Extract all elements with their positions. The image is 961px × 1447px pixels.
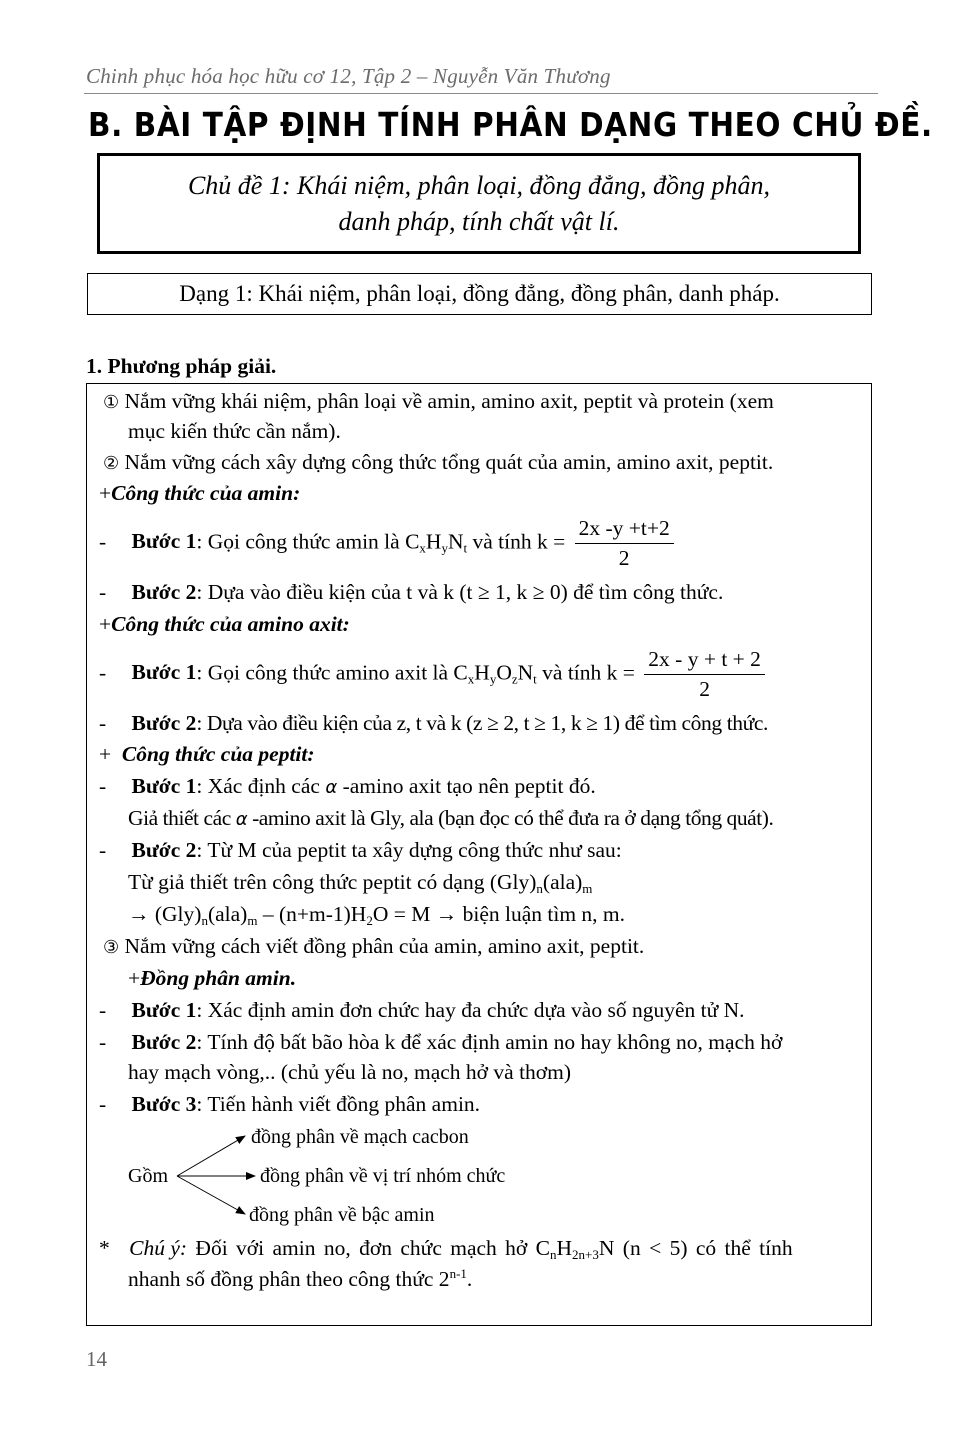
peptide-step-2-line-2: Từ giả thiết trên công thức peptit có dạng $(Gly)_n(ala)_m$ xyxy=(128,870,593,896)
page-number: 14 xyxy=(86,1347,107,1371)
k-fraction: $\frac{2x - y + t + 2}{2}$ xyxy=(644,646,765,703)
method-heading: 1. Phương pháp giải. xyxy=(86,354,277,378)
peptide-formula-heading: + Công thức của peptit: xyxy=(99,742,315,766)
item-1 xyxy=(103,387,774,417)
circled-two-icon: ② xyxy=(103,453,120,474)
method-content-box xyxy=(86,383,872,1326)
dash-bullet: - xyxy=(99,998,107,1022)
diagram-root-label: Gồm xyxy=(128,1165,168,1187)
circled-one-icon: ① xyxy=(103,392,120,413)
type-heading: Dạng 1: Khái niệm, phân loại, đồng đẳng, đồng phân, danh pháp. xyxy=(87,273,872,315)
circled-three-icon: ③ xyxy=(103,937,120,958)
k-fraction: $\frac{2x -y +t+2}{2}$ xyxy=(575,515,674,572)
dash-bullet: - xyxy=(99,529,107,554)
peptide-step-1: - Bước 1: Xác định các α -amino axit tạo nên peptit đó. xyxy=(99,774,596,798)
note-line-2: nhanh số đồng phân theo công thức 2$^{n-1}$. xyxy=(128,1266,473,1291)
dash-bullet: - xyxy=(99,774,107,798)
amino-acid-step-1: - Bước 1: Gọi công thức amino axit là $C_xH_yO_zN_t$ và tính k = $\frac{2x - y + t + 2}{2}$ xyxy=(99,646,765,703)
amino-acid-formula-heading: +Công thức của amino axit: xyxy=(99,612,350,636)
dash-bullet: - xyxy=(99,580,107,604)
diagram-branch-3: đồng phân về bậc amin xyxy=(249,1204,435,1226)
plus-icon: + xyxy=(99,481,112,505)
alpha-symbol: α xyxy=(325,777,338,798)
peptide-step-2-line-3: → $(Gly)_n(ala)_m - (n+m-1)H_2O = M$ → biện luận tìm n, m. xyxy=(128,902,626,928)
amin-isomer-heading: +Đồng phân amin. xyxy=(128,966,297,990)
arrow-to-amine-degree xyxy=(177,1176,245,1214)
item-3: ③ Nắm vững cách viết đồng phân của amin, amino axit, peptit. xyxy=(103,934,645,958)
item-2-text: Nắm vững cách xây dựng công thức tổng quát của amin, amino axit, peptit. xyxy=(124,450,774,474)
dash-bullet: - xyxy=(99,660,107,685)
plus-icon: + xyxy=(128,966,141,990)
isomer-step-3: - Bước 3: Tiến hành viết đồng phân amin. xyxy=(99,1092,481,1116)
section-title: B. BÀI TẬP ĐỊNH TÍNH PHÂN DẠNG THEO CHỦ ĐỀ. xyxy=(88,106,933,145)
plus-icon: + xyxy=(99,612,112,636)
item-1-line-2: mục kiến thức cần nắm). xyxy=(128,419,341,443)
amin-formula-heading: +Công thức của amin: xyxy=(99,481,301,505)
amino-acid-step-2: - Bước 2: Dựa vào điều kiện của z, t và k (z ≥ 2, t ≥ 1, k ≥ 1) để tìm công thức. xyxy=(99,711,768,735)
item-2 xyxy=(103,448,773,478)
running-header: Chinh phục hóa học hữu cơ 12, Tập 2 – Nguyễn Văn Thương xyxy=(86,64,611,88)
topic-box xyxy=(97,153,861,254)
diagram-branch-2: đồng phân về vị trí nhóm chức xyxy=(260,1165,506,1187)
peptide-step-2: - Bước 2: Từ M của peptit ta xây dựng công thức như sau: xyxy=(99,838,622,862)
topic-line-1: Chủ đề 1: Khái niệm, phân loại, đồng đẳng, đồng phân, xyxy=(187,171,771,200)
note: * Chú ý: Đối với amin no, đơn chức mạch hở $C_nH_{2n+3}N$ (n < 5) có thể tính xyxy=(99,1236,793,1262)
dash-bullet: - xyxy=(99,711,107,735)
arrow-to-carbon-chain xyxy=(177,1136,245,1176)
peptide-step-1-line-2: Giả thiết các α -amino axit là Gly, ala (bạn đọc có thể đưa ra ở dạng tổng quát). xyxy=(128,806,774,830)
amin-step-1: - Bước 1: Gọi công thức amin là $C_xH_yN_t$ và tính k = $\frac{2x -y +t+2}{2}$ xyxy=(99,515,674,572)
isomer-step-1: - Bước 1: Xác định amin đơn chức hay đa chức dựa vào số nguyên tử N. xyxy=(99,998,745,1022)
asterisk-icon: * xyxy=(99,1236,110,1260)
isomer-step-2: - Bước 2: Tính độ bất bão hòa k để xác định amin no hay không no, mạch hở xyxy=(99,1030,783,1054)
topic-line-2: danh pháp, tính chất vật lí. xyxy=(338,207,620,236)
item-1-line-1: Nắm vững khái niệm, phân loại về amin, amino axit, peptit và protein (xem xyxy=(124,389,774,413)
alpha-symbol: α xyxy=(235,809,248,830)
dash-bullet: - xyxy=(99,838,107,862)
plus-icon: + xyxy=(99,742,112,766)
diagram-branch-1: đồng phân về mạch cacbon xyxy=(251,1126,469,1148)
amin-step-2: - Bước 2: Dựa vào điều kiện của t và k (t ≥ 1, k ≥ 0) để tìm công thức. xyxy=(99,580,724,604)
header-divider xyxy=(84,93,878,94)
dash-bullet: - xyxy=(99,1030,107,1054)
dash-bullet: - xyxy=(99,1092,107,1116)
isomer-step-2-line-2: hay mạch vòng,.. (chủ yếu là no, mạch hở và thơm) xyxy=(128,1060,572,1084)
